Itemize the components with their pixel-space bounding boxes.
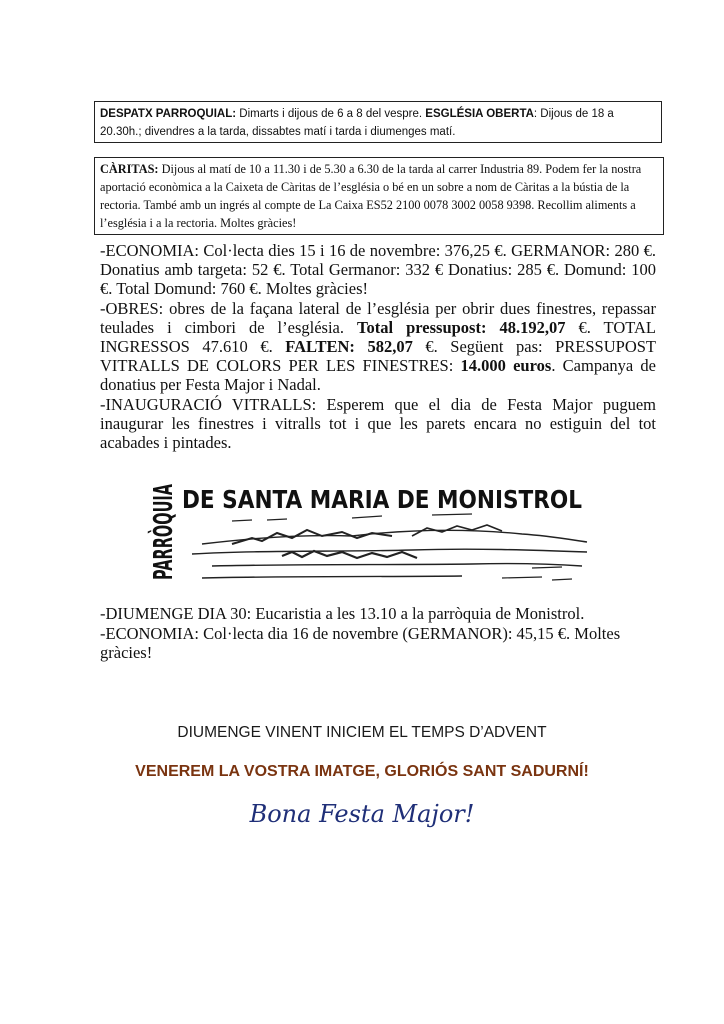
caritas-label: CÀRITAS: bbox=[100, 162, 159, 176]
bona-festa-major: Bona Festa Major! bbox=[249, 800, 475, 828]
caritas-box bbox=[94, 157, 664, 235]
economia-monistrol-paragraph: -ECONOMIA: Col·lecta dia 16 de novembre (GERMANOR): 45,15 €. Moltes gràcies! bbox=[100, 623, 621, 662]
obres-falten: FALTEN: 582,07 bbox=[285, 337, 413, 357]
obres-total-pressupost: Total pressupost: 48.192,07 bbox=[357, 317, 566, 337]
obres-text-3: €. Següent pas: PRESSUPOST VITRALLS DE COLORS PER LES FINESTRES: bbox=[100, 337, 656, 376]
obres-paragraph bbox=[100, 299, 656, 395]
advent-announcement: DIUMENGE VINENT INICIEM EL TEMPS D’ADVENT bbox=[177, 724, 547, 741]
caritas-text: Dijous al matí de 10 a 11.30 i de 5.30 a 6.30 de la tarda al carrer Industria 89. Podem fer la nostra aportació econòmica a la Caixeta de Càritas de l’església o bé en un sobre a nom de Càritas a la bústia de la rectoria. També amb un ingrés al compte de La Caixa ES52 2100 0078 3002 0058 9398. Recollim aliments a l’església i a la rectoria. Moltes gràcies! bbox=[100, 162, 642, 230]
obres-text-2: €. TOTAL INGRESSOS 47.610 €. bbox=[100, 317, 657, 357]
obres-vitralls-cost: 14.000 euros bbox=[460, 356, 552, 376]
news-section bbox=[100, 241, 656, 452]
monistrol-section bbox=[100, 604, 656, 663]
diumenge-paragraph: -DIUMENGE DIA 30: Eucaristia a les 13.10 a la parròquia de Monistrol. bbox=[100, 604, 585, 623]
landscape-drawing-icon bbox=[192, 514, 587, 580]
parish-logo-vertical-text: PARRÒQUIA bbox=[149, 408, 179, 580]
inauguracio-paragraph: -INAUGURACIÓ VITRALLS: Esperem que el dia de Festa Major puguem inaugurar les finestres i vitralls tot i que les parets encara no estiguin del tot acabades i pintades. bbox=[100, 394, 656, 453]
parish-logo-title: DE SANTA MARIA DE MONISTROL bbox=[182, 485, 583, 514]
economia-paragraph: -ECONOMIA: Col·lecta dies 15 i 16 de novembre: 376,25 €. GERMANOR: 280 €. Donatius amb targeta: 52 €. Total Germanor: 332 € Donatius: 285 €. Domund: 100 €. Total Domund: 760 €. Moltes gràcies! bbox=[100, 241, 656, 299]
despatx-box bbox=[94, 101, 662, 143]
esglesia-oberta-text: : Dijous de 18 a 20.30h.; divendres a la tarda, dissabtes matí i tarda i diumenges matí. bbox=[100, 108, 614, 138]
obres-text-1: -OBRES: obres de la façana lateral de l’església per obrir dues finestres, repassar teulades i cimbori de l’església. bbox=[100, 298, 656, 337]
despatx-label: DESPATX PARROQUIAL: bbox=[100, 108, 237, 120]
obres-text-4: . Campanya de donatius per Festa Major i Nadal. bbox=[100, 356, 657, 395]
venerem-heading: VENEREM LA VOSTRA IMATGE, GLORIÓS SANT SADURNÍ! bbox=[135, 763, 589, 780]
esglesia-oberta-label: ESGLÉSIA OBERTA bbox=[425, 108, 534, 120]
despatx-text: Dimarts i dijous de 6 a 8 del vespre. bbox=[236, 108, 426, 120]
